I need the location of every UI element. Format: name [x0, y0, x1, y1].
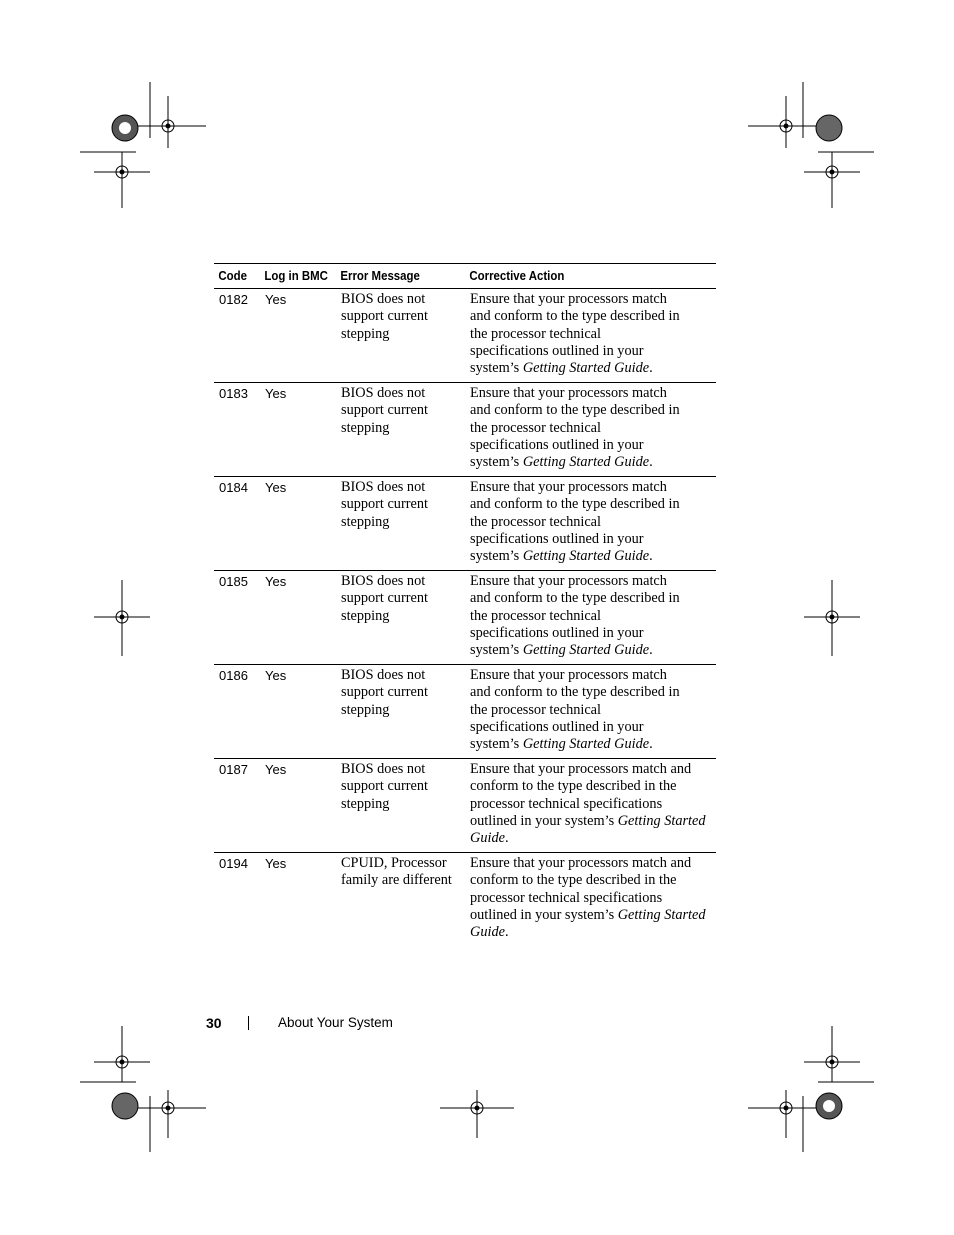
header-code: Code — [214, 264, 254, 289]
action-line: system’s — [470, 360, 523, 377]
action-suffix: . — [504, 924, 509, 941]
cell-log-in-bmc: Yes — [260, 383, 336, 477]
action-line: processor technical specifications — [470, 889, 663, 906]
cell-log-in-bmc: Yes — [260, 665, 336, 759]
action-line: Ensure that your processors match — [470, 667, 667, 683]
cell-error-message: BIOS does not support current stepping — [336, 477, 465, 571]
cell-error-message: BIOS does not support current stepping — [336, 759, 465, 853]
action-line: system’s — [470, 548, 523, 565]
action-suffix: . — [649, 736, 653, 753]
cell-corrective-action — [465, 665, 716, 759]
table-row — [214, 383, 716, 477]
action-suffix: . — [649, 454, 653, 471]
cell-error-message: CPUID, Processor family are different — [341, 855, 452, 889]
cell-log-in-bmc: Yes — [265, 856, 287, 871]
header-error-message: Error Message — [336, 264, 450, 289]
table-row — [214, 759, 716, 853]
registration-mark-icon — [80, 1026, 206, 1152]
registration-mark-icon — [748, 1026, 874, 1152]
action-line: conform to the type described in the — [470, 872, 677, 889]
registration-mark-icon — [440, 1090, 514, 1138]
cell-corrective-action — [465, 571, 716, 665]
action-line: and conform to the type described in — [470, 684, 680, 701]
cell-code: 0184 — [214, 477, 260, 571]
action-suffix: . — [649, 548, 653, 565]
table-row — [214, 571, 716, 665]
guide-title: Getting Started Guide — [522, 642, 650, 659]
cell-code: 0182 — [214, 289, 260, 383]
header-corrective-action: Corrective Action — [465, 264, 686, 289]
action-line: conform to the type described in the — [470, 778, 677, 795]
registration-mark-icon — [94, 580, 150, 656]
action-line: specifications outlined in your — [470, 436, 644, 453]
cell-code: 0194 — [219, 856, 248, 871]
table-row — [214, 853, 716, 947]
action-line: processor technical specifications — [470, 795, 663, 812]
action-line: and conform to the type described in — [470, 496, 680, 513]
guide-title: Getting Started Guide — [522, 360, 650, 377]
cell-corrective-action — [465, 383, 716, 477]
cell-error-message: BIOS does not support current stepping — [336, 383, 465, 477]
action-line: the processor technical — [470, 607, 601, 624]
footer-divider — [248, 1016, 249, 1030]
action-line: Ensure that your processors match — [470, 385, 667, 401]
action-line: Ensure that your processors match — [470, 573, 667, 589]
section-title: About Your System — [278, 1015, 393, 1030]
action-line: specifications outlined in your — [470, 718, 644, 735]
table-header-row — [214, 264, 716, 289]
action-line: Ensure that your processors match — [470, 291, 667, 307]
action-line: system’s — [470, 736, 523, 753]
table-row — [214, 665, 716, 759]
action-line: system’s — [470, 642, 523, 659]
action-line: specifications outlined in your — [470, 342, 644, 359]
table-row — [214, 477, 716, 571]
registration-mark-icon — [748, 82, 874, 208]
action-suffix: . — [504, 830, 509, 847]
action-line: Ensure that your processors match and — [470, 855, 692, 871]
action-line: and conform to the type described in — [470, 590, 680, 607]
header-log-in-bmc: Log in BMC — [260, 264, 327, 289]
action-line: Ensure that your processors match — [470, 479, 667, 495]
action-line: specifications outlined in your — [470, 530, 644, 547]
guide-title: Getting Started Guide — [522, 454, 650, 471]
action-line: outlined in your system’s — [470, 812, 618, 829]
action-line: system’s — [470, 454, 523, 471]
guide-title: Getting Started Guide — [522, 736, 650, 753]
cell-log-in-bmc: Yes — [260, 571, 336, 665]
action-line: and conform to the type described in — [470, 308, 680, 325]
action-suffix: . — [649, 642, 653, 659]
cell-code: 0186 — [214, 665, 260, 759]
guide-title: Getting Started Guide — [470, 906, 706, 941]
cell-code: 0183 — [214, 383, 260, 477]
action-line: and conform to the type described in — [470, 402, 680, 419]
action-line: the processor technical — [470, 513, 601, 530]
guide-title: Getting Started Guide — [470, 812, 706, 847]
cell-code: 0187 — [214, 759, 260, 853]
registration-mark-icon — [80, 82, 206, 208]
guide-title: Getting Started Guide — [522, 548, 650, 565]
cell-error-message: BIOS does not support current stepping — [336, 571, 465, 665]
cell-log-in-bmc: Yes — [260, 289, 336, 383]
cell-log-in-bmc: Yes — [260, 759, 336, 853]
cell-corrective-action — [465, 477, 716, 571]
cell-log-in-bmc: Yes — [260, 477, 336, 571]
action-line: specifications outlined in your — [470, 624, 644, 641]
action-suffix: . — [649, 360, 653, 377]
cell-error-message: BIOS does not support current stepping — [336, 289, 465, 383]
action-line: the processor technical — [470, 325, 601, 342]
action-line: the processor technical — [470, 419, 601, 436]
table-body — [214, 289, 716, 947]
cell-code: 0185 — [214, 571, 260, 665]
cell-corrective-action — [465, 759, 716, 853]
cell-error-message: BIOS does not support current stepping — [336, 665, 465, 759]
page-number: 30 — [206, 1015, 222, 1031]
cell-corrective-action — [465, 853, 716, 947]
action-line: the processor technical — [470, 701, 601, 718]
action-line: outlined in your system’s — [470, 906, 618, 923]
error-code-table — [214, 263, 716, 946]
action-line: Ensure that your processors match and — [470, 761, 692, 777]
registration-mark-icon — [804, 580, 860, 656]
table-row — [214, 289, 716, 383]
cell-corrective-action — [465, 289, 716, 383]
